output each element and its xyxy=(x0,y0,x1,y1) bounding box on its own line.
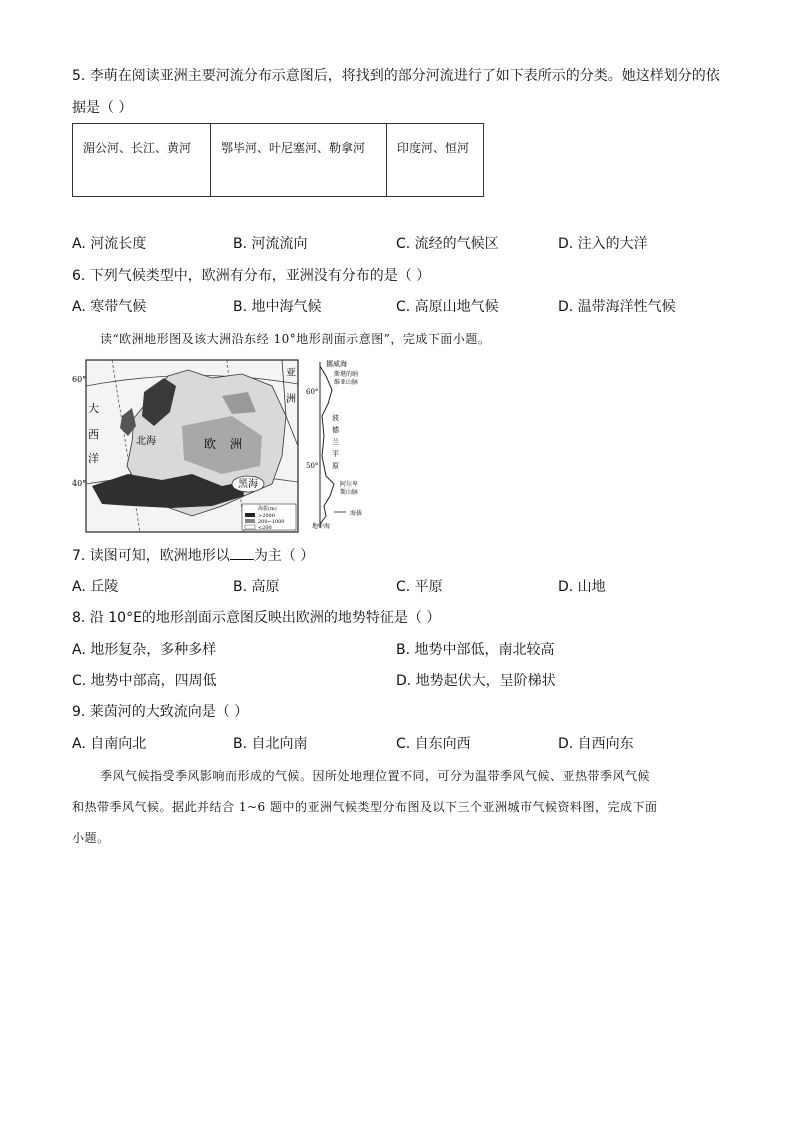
river-classification-table xyxy=(72,123,484,197)
black-sea-label: 黑海 xyxy=(238,479,258,490)
q9-option-c[interactable]: C. 自东向西 xyxy=(396,736,471,752)
profile-norwegian-sea: 挪威海 xyxy=(326,360,347,368)
profile-plain-4: 平 xyxy=(332,450,339,458)
europe-map-figure xyxy=(72,356,392,536)
q9-option-d[interactable]: D. 自西向东 xyxy=(558,736,634,752)
monsoon-intro-line3: 小题。 xyxy=(72,831,110,845)
profile-plain-3: 兰 xyxy=(332,438,339,446)
q6-stem: 6. 下列气候类型中，欧洲有分布，亚洲没有分布的是（ ） xyxy=(72,268,431,284)
q5-option-c[interactable]: C. 流经的气候区 xyxy=(396,236,499,252)
profile-scand-2: 维亚山脉 xyxy=(334,379,359,386)
q8-option-a[interactable]: A. 地形复杂，多种多样 xyxy=(72,642,217,658)
table-cell: 湄公河、长江、黄河 xyxy=(73,124,211,197)
q6-option-b[interactable]: B. 地中海气候 xyxy=(233,299,322,315)
europe-map-svg xyxy=(72,356,392,536)
north-sea-label: 北海 xyxy=(136,436,156,447)
profile-mediterranean: 地中海 xyxy=(312,523,331,530)
table-row xyxy=(73,124,484,197)
europe-label-2: 洲 xyxy=(230,437,243,451)
profile-plain-5: 原 xyxy=(332,462,339,470)
q8-option-d[interactable]: D. 地势起伏大，呈阶梯状 xyxy=(396,673,556,689)
q6-option-d[interactable]: D. 温带海洋性气候 xyxy=(558,299,676,315)
asia-label-1: 亚 xyxy=(286,368,296,379)
legend-title: 海拔(m) xyxy=(258,506,277,512)
table-cell: 鄂毕河、叶尼塞河、勒拿河 xyxy=(211,124,387,197)
q5-option-b[interactable]: B. 河流流向 xyxy=(233,236,308,252)
q7-option-b[interactable]: B. 高原 xyxy=(233,579,280,595)
profile-alps-2: 斯山脉 xyxy=(340,489,359,496)
legend-label-mid: 200~1000 xyxy=(258,519,285,525)
q7-stem xyxy=(72,545,314,566)
q7-stem-part-a: 7. 读图可知，欧洲地形以 xyxy=(72,548,230,564)
q8-stem: 8. 沿 10°E的地形剖面示意图反映出欧洲的地势特征是（ ） xyxy=(72,610,441,626)
map-intro: 读“欧洲地形图及该大洲沿东经 10°地形剖面示意图”，完成下面小题。 xyxy=(100,332,491,346)
q7-option-c[interactable]: C. 平原 xyxy=(396,579,443,595)
monsoon-intro-line2: 和热带季风气候。据此并结合 1~6 题中的亚洲气候类型分布图及以下三个亚洲城市气候资料图，完成下面 xyxy=(72,800,658,814)
q9-option-a[interactable]: A. 自南向北 xyxy=(72,736,147,752)
asia-label-2: 洲 xyxy=(286,394,296,405)
monsoon-intro-line1: 季风气候指受季风影响而形成的气候。因所处地理位置不同，可分为温带季风气候、亚热带季风气候 xyxy=(100,769,651,783)
q6-option-c[interactable]: C. 高原山地气候 xyxy=(396,299,499,315)
q8-option-b[interactable]: B. 地势中部低，南北较高 xyxy=(396,642,555,658)
legend-swatch-mid xyxy=(245,519,255,523)
lat-40-label: 40° xyxy=(72,479,87,488)
lat-60-label: 60° xyxy=(72,375,87,384)
table-cell: 印度河、恒河 xyxy=(387,124,484,197)
q5-option-d[interactable]: D. 注入的大洋 xyxy=(558,236,648,252)
q5-stem-line1: 5. 李萌在阅读亚洲主要河流分布示意图后，将找到的部分河流进行了如下表所示的分类。她这样划分的依 xyxy=(72,68,720,84)
legend-swatch-high xyxy=(245,513,255,517)
q5-option-a[interactable]: A. 河流长度 xyxy=(72,236,147,252)
profile-plain-2: 德 xyxy=(332,426,339,434)
profile-50-label: 50° xyxy=(306,462,319,470)
profile-60-label: 60° xyxy=(306,388,319,396)
q8-option-c[interactable]: C. 地势中部高，四周低 xyxy=(72,673,217,689)
atlantic-label-1: 大 xyxy=(88,402,99,415)
q5-stem-line2: 据是（ ） xyxy=(72,100,133,116)
q9-stem: 9. 莱茵河的大致流向是（ ） xyxy=(72,704,249,720)
profile-plain-1: 波 xyxy=(332,414,339,422)
legend-swatch-low xyxy=(245,525,255,529)
q7-blank xyxy=(230,545,254,560)
q7-option-a[interactable]: A. 丘陵 xyxy=(72,579,119,595)
legend-label-high: >2000 xyxy=(258,513,275,519)
profile-scand-1: 斯堪的纳 xyxy=(334,371,359,378)
q9-option-b[interactable]: B. 自北向南 xyxy=(233,736,308,752)
atlantic-label-2: 西 xyxy=(88,428,99,441)
profile-alps-1: 阿尔卑 xyxy=(340,481,359,488)
q7-stem-part-b: 为主（ ） xyxy=(253,548,315,564)
atlantic-label-3: 洋 xyxy=(88,452,99,465)
europe-label-1: 欧 xyxy=(204,437,217,451)
q6-option-a[interactable]: A. 寒带气候 xyxy=(72,299,147,315)
legend-label-low: <200 xyxy=(258,525,272,531)
q7-option-d[interactable]: D. 山地 xyxy=(558,579,606,595)
profile-elevation: 海拔 xyxy=(350,510,363,517)
